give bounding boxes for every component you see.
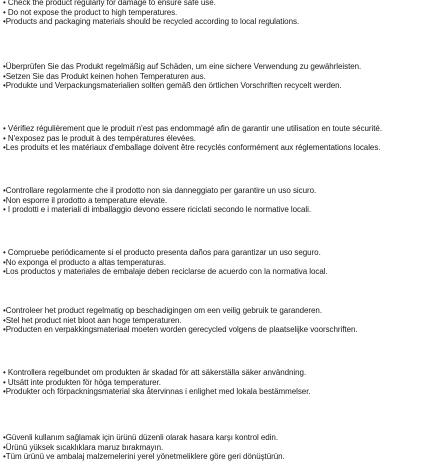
spanish-line-1: • Compruebe periódicamente si el producto presenta daños para garantizar un uso seguro. <box>3 248 321 257</box>
spanish-line-3: •Los productos y materiales de embalaje deben reciclarse de acuerdo con la normativa local. <box>3 267 328 276</box>
turkish-line-2: •Ürünü yüksek sıcaklıklara maruz bırakmayın. <box>3 442 164 452</box>
section-dutch <box>3 306 423 335</box>
dutch-line-2: •Stel het product niet bloot aan hoge temperaturen. <box>3 315 182 325</box>
swedish-line-3: •Produkter och förpackningsmaterial ska återvinnas i enlighet med lokala bestämmelser. <box>3 387 311 396</box>
section-french <box>3 124 423 153</box>
spanish-line-2: •No exponga el producto a altas temperaturas. <box>3 257 166 267</box>
dutch-line-1: •Controleer het product regelmatig op beschadigingen om een veilig gebruik te garanderen. <box>3 306 323 315</box>
section-german <box>3 62 423 91</box>
italian-line-2: •Non esporre il prodotto a temperature elevate. <box>3 195 168 205</box>
section-english <box>3 0 423 27</box>
italian-line-1: •Controllare regolarmente che il prodotto non sia danneggiato per garantire un uso sicuro. <box>3 186 317 195</box>
german-line-3: •Produkte und Verpackungsmaterialien sollten gemäß den örtlichen Vorschriften recycelt werden. <box>3 81 342 90</box>
english-line-3: •Products and packaging materials should be recycled according to local regulations. <box>3 17 300 26</box>
italian-line-3: • I prodotti e i materiali di imballaggio devono essere riciclati secondo le normative locali. <box>3 205 312 214</box>
section-italian <box>3 186 423 215</box>
german-line-1: •Überprüfen Sie das Produkt regelmäßig auf Schäden, um eine sichere Verwendung zu gewährleisten. <box>3 62 362 71</box>
swedish-line-2: • Utsätt inte produkten för höga temperaturer. <box>3 377 161 387</box>
swedish-line-1: • Kontrollera regelbundet om produkten är skadad för att säkerställa säker användning. <box>3 368 307 377</box>
french-line-3: •Les produits et les matériaux d'emballage doivent être recyclés conformément aux réglementations locales. <box>3 143 381 152</box>
english-line-2: • Do not expose the product to high temperatures. <box>3 7 178 17</box>
turkish-line-3: •Tüm ürünü ve ambalaj malzemelerini yerel yönetmeliklere göre geri dönüştürün. <box>3 452 285 461</box>
section-turkish <box>3 433 423 462</box>
french-line-2: • N'exposez pas le produit à des températures élevées. <box>3 133 196 143</box>
section-swedish <box>3 368 423 397</box>
turkish-line-1: •Güvenli kullanım sağlamak için ürünü düzenli olarak hasara karşı kontrol edin. <box>3 433 278 442</box>
english-line-1: • Check the product regularly for damage to ensure safe use. <box>3 0 216 7</box>
german-line-2: •Setzen Sie das Produkt keinen hohen Temperaturen aus. <box>3 71 206 81</box>
section-spanish <box>3 248 423 277</box>
french-line-1: • Vérifiez régulièrement que le produit n'est pas endommagé afin de garantir une utilisation en toute sécurité. <box>3 124 383 133</box>
dutch-line-3: •Producten en verpakkingsmateriaal moeten worden gerecycled volgens de plaatselijke voorschriften. <box>3 325 358 334</box>
